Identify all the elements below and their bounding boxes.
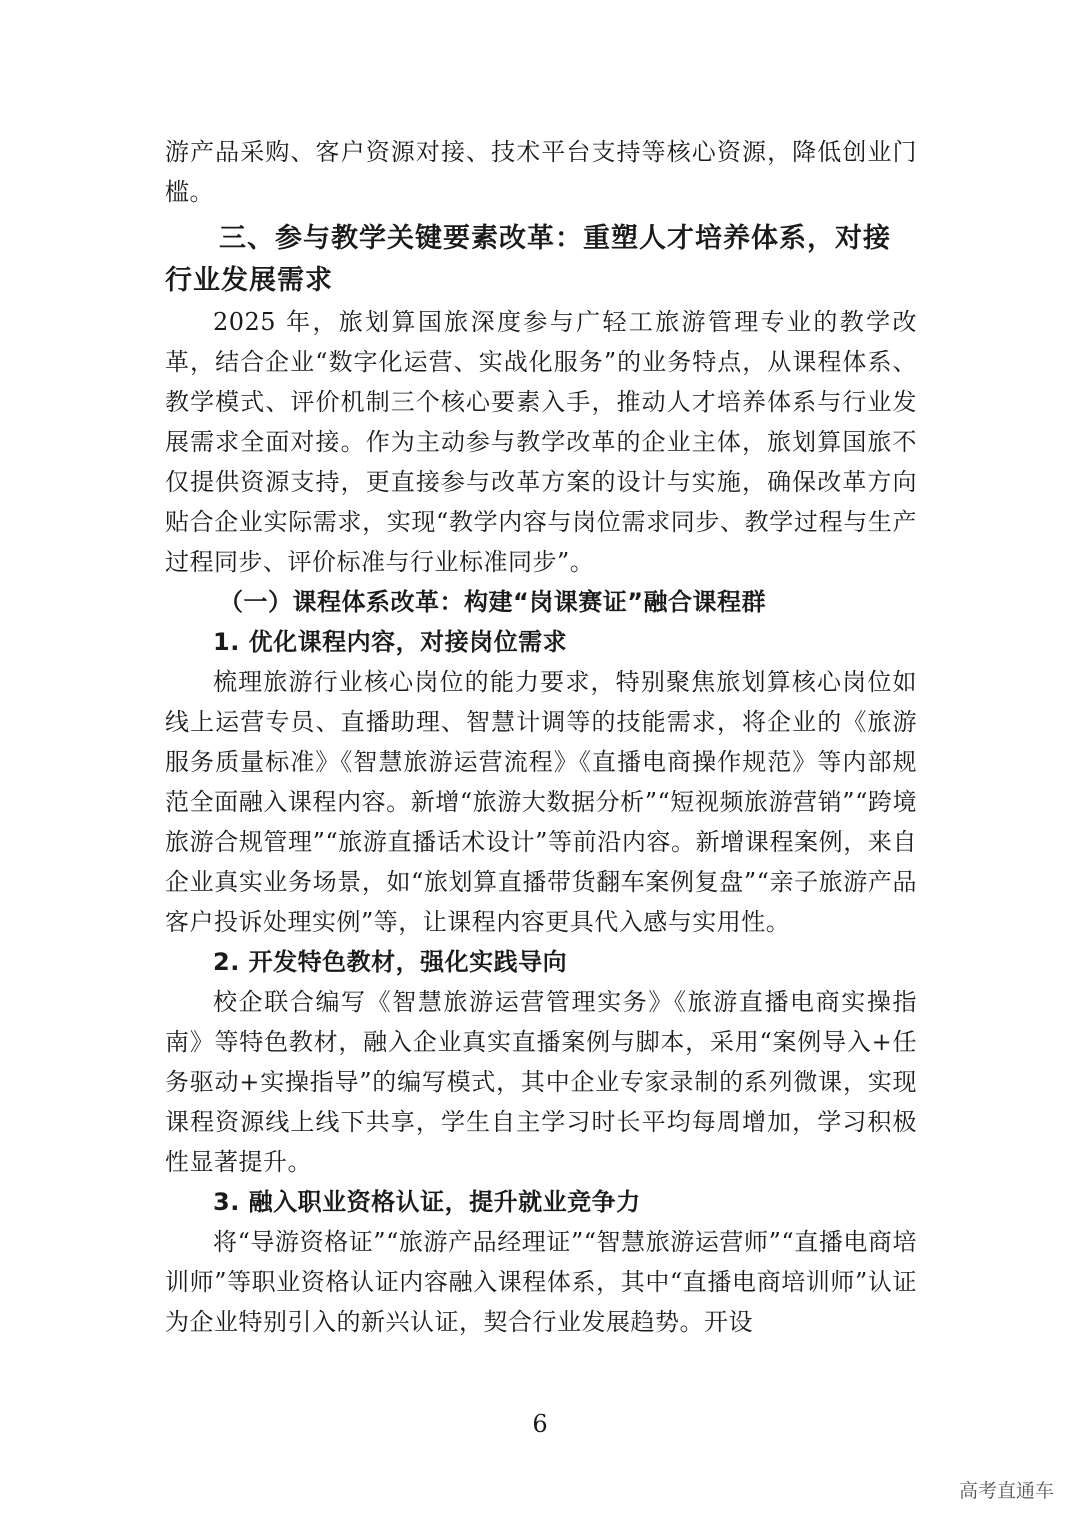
section-heading-3: 三、参与教学关键要素改革：重塑人才培养体系，对接行业发展需求 [165, 223, 891, 296]
document-body [165, 132, 917, 1342]
item-heading-1: 1. 优化课程内容，对接岗位需求 [213, 628, 568, 656]
watermark: 高考直通车 [958, 1480, 1054, 1502]
paragraph-continuation: 游产品采购、客户资源对接、技术平台支持等核心资源，降低创业门槛。 [165, 138, 917, 206]
subsection-heading-1: （一）课程体系改革：构建“岗课赛证”融合课程群 [219, 588, 767, 616]
item-paragraph-3: 将“导游资格证”“旅游产品经理证”“智慧旅游运营师”“直播电商培训师”等职业资格认证内容融入课程体系，其中“直播电商培训师”认证为企业特别引入的新兴认证，契合行业发展趋势。开设 [165, 1228, 917, 1336]
item-heading-2: 2. 开发特色教材，强化实践导向 [213, 948, 568, 976]
section-intro-paragraph: 2025 年，旅划算国旅深度参与广轻工旅游管理专业的教学改革，结合企业“数字化运营、实战化服务”的业务特点，从课程体系、教学模式、评价机制三个核心要素入手，推动人才培养体系与行业发展需求全面对接。作为主动参与教学改革的企业主体，旅划算国旅不仅提供资源支持，更直接参与改革方案的设计与实施，确保改革方向贴合企业实际需求，实现“教学内容与岗位需求同步、教学过程与生产过程同步、评价标准与行业标准同步”。 [165, 308, 917, 576]
item-heading-3: 3. 融入职业资格认证，提升就业竞争力 [213, 1188, 641, 1216]
page-number: 6 [532, 1410, 548, 1438]
item-paragraph-1: 梳理旅游行业核心岗位的能力要求，特别聚焦旅划算核心岗位如线上运营专员、直播助理、智慧计调等的技能需求，将企业的《旅游服务质量标准》《智慧旅游运营流程》《直播电商操作规范》等内部规范全面融入课程内容。新增“旅游大数据分析”“短视频旅游营销”“跨境旅游合规管理”“旅游直播话术设计”等前沿内容。新增课程案例，来自企业真实业务场景，如“旅划算直播带货翻车案例复盘”“亲子旅游产品客户投诉处理实例”等，让课程内容更具代入感与实用性。 [165, 668, 917, 936]
item-paragraph-2: 校企联合编写《智慧旅游运营管理实务》《旅游直播电商实操指南》等特色教材，融入企业真实直播案例与脚本，采用“案例导入+任务驱动+实操指导”的编写模式，其中企业专家录制的系列微课，实现课程资源线上线下共享，学生自主学习时长平均每周增加，学习积极性显著提升。 [165, 988, 917, 1176]
